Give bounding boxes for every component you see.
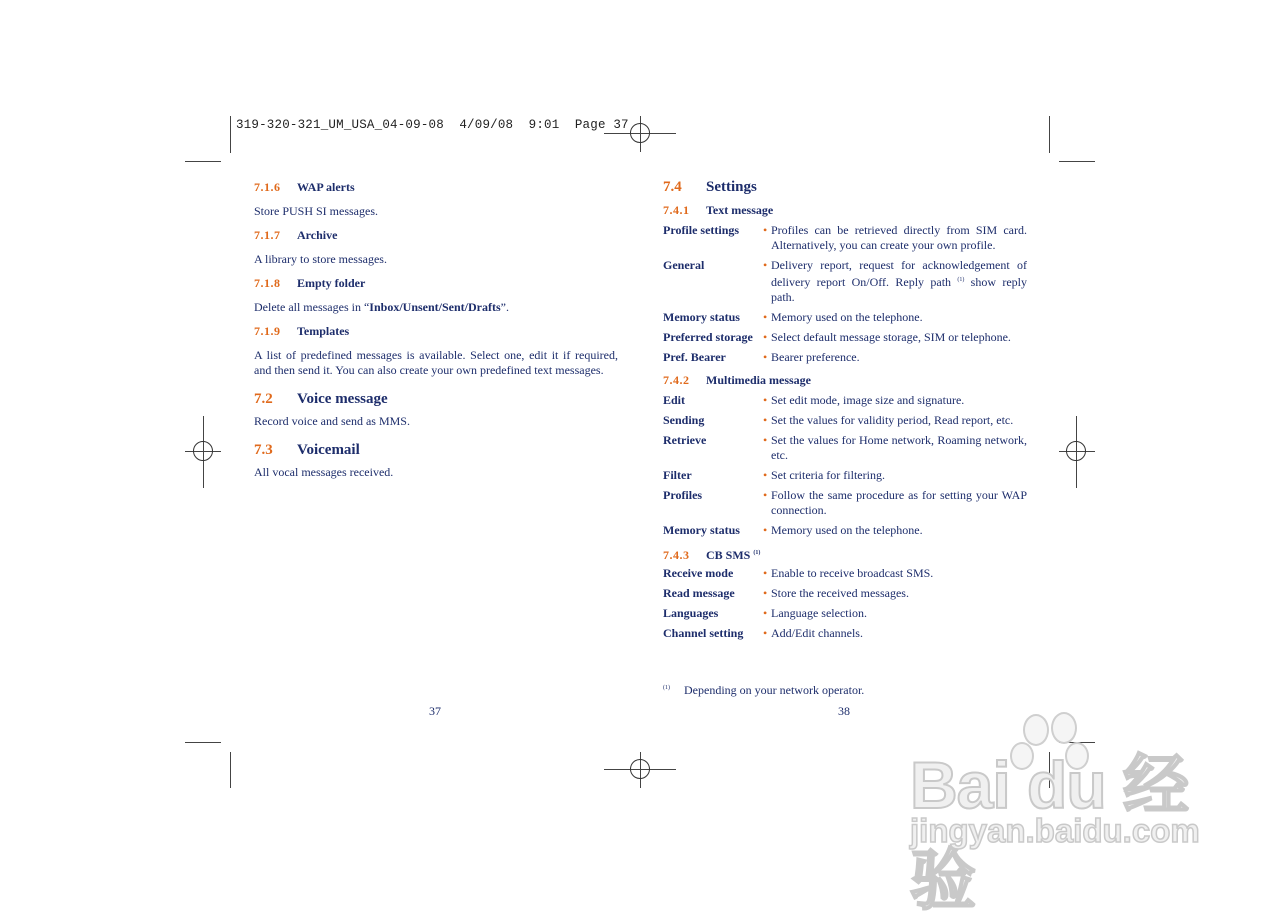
print-slug: 319-320-321_UM_USA_04-09-08 4/09/08 9:01 Page 37 — [236, 118, 629, 132]
setting-row — [663, 488, 1027, 518]
section-number: 7.2 — [254, 391, 273, 407]
setting-label: Sending — [663, 413, 705, 427]
watermark-url: jingyan.baidu.com — [910, 812, 1200, 849]
crop-mark — [1059, 161, 1095, 162]
right-page — [663, 180, 1027, 641]
setting-label: Languages — [663, 606, 719, 620]
section-title: Empty folder — [297, 276, 366, 290]
section-title: Voice message — [297, 391, 388, 407]
bullet: • — [763, 413, 768, 427]
setting-desc: Profiles can be retrieved directly from SIM card. Alternatively, you can create your own profile. — [771, 223, 1027, 252]
settings-list-text — [663, 223, 1027, 365]
section-title: Templates — [297, 324, 350, 338]
page-number-left: 37 — [429, 704, 441, 718]
setting-row — [663, 523, 1027, 538]
section-heading-7-1-7 — [254, 228, 618, 244]
crop-mark — [185, 161, 221, 162]
section-number: 7.4.2 — [663, 373, 690, 387]
bullet: • — [763, 433, 768, 447]
setting-label: Edit — [663, 393, 686, 407]
crop-mark — [185, 742, 221, 743]
crop-mark — [230, 116, 231, 153]
bullet: • — [763, 566, 768, 580]
footnote — [663, 683, 864, 698]
bullet: • — [763, 393, 768, 407]
section-title: Text message — [706, 203, 774, 217]
setting-row — [663, 223, 1027, 253]
setting-label: Profile settings — [663, 223, 740, 237]
setting-desc: Memory used on the telephone. — [771, 523, 923, 537]
setting-label: Preferred storage — [663, 330, 753, 344]
setting-label: General — [663, 258, 705, 272]
setting-desc: Bearer preference. — [771, 350, 860, 364]
setting-row — [663, 586, 1027, 601]
section-heading-7-1-6 — [254, 180, 618, 196]
bullet: • — [763, 586, 768, 600]
section-number: 7.4 — [663, 179, 682, 195]
section-title: Archive — [297, 228, 338, 242]
left-page — [254, 180, 618, 480]
setting-label: Profiles — [663, 488, 703, 502]
setting-label: Retrieve — [663, 433, 707, 447]
section-number: 7.1.9 — [254, 324, 281, 338]
setting-desc: Store the received messages. — [771, 586, 909, 600]
setting-row — [663, 310, 1027, 325]
baidu-watermark — [905, 712, 1205, 917]
section-heading-7-1-9 — [254, 324, 618, 340]
section-text: A library to store messages. — [254, 252, 387, 266]
settings-list-cb-sms — [663, 566, 1027, 641]
section-heading-7-2 — [254, 392, 618, 407]
setting-label: Receive mode — [663, 566, 734, 580]
section-number: 7.3 — [254, 442, 273, 458]
setting-label: Filter — [663, 468, 692, 482]
setting-desc: Set edit mode, image size and signature. — [771, 393, 965, 407]
section-number: 7.1.8 — [254, 276, 281, 290]
section-title: Voicemail — [297, 442, 360, 458]
section-text: Delete all messages in “Inbox/Unsent/Sent/Drafts”. — [254, 300, 509, 314]
section-heading-7-4 — [663, 180, 1027, 195]
setting-row — [663, 566, 1027, 581]
setting-label: Read message — [663, 586, 735, 600]
setting-desc: Enable to receive broadcast SMS. — [771, 566, 934, 580]
setting-desc: Add/Edit channels. — [771, 626, 863, 640]
setting-row — [663, 433, 1027, 463]
section-heading-7-3 — [254, 443, 618, 458]
section-number: 7.1.6 — [254, 180, 281, 194]
footnote-ref: (1) — [753, 550, 761, 556]
section-number: 7.1.7 — [254, 228, 281, 242]
crop-mark — [1049, 116, 1050, 153]
setting-desc: Delivery report, request for acknowledgement of delivery report On/Off. Reply path $^{(1)}$ show reply path. — [771, 258, 1027, 304]
section-text: Record voice and send as MMS. — [254, 414, 410, 428]
section-heading-7-4-1 — [663, 203, 1027, 219]
setting-row — [663, 468, 1027, 483]
bullet: • — [763, 310, 768, 324]
bullet: • — [763, 258, 768, 272]
section-number: 7.4.3 — [663, 548, 690, 562]
section-title: Settings — [706, 179, 757, 195]
setting-row — [663, 393, 1027, 408]
setting-label: Memory status — [663, 310, 740, 324]
section-title: Multimedia message — [706, 373, 811, 387]
section-heading-7-1-8 — [254, 276, 618, 292]
setting-row — [663, 330, 1027, 345]
footnote-text: Depending on your network operator. — [684, 683, 865, 697]
folder-names: Inbox/Unsent/Sent/Drafts — [369, 300, 501, 314]
setting-desc: Language selection. — [771, 606, 867, 620]
setting-row — [663, 258, 1027, 305]
bullet: • — [763, 606, 768, 620]
section-title: WAP alerts — [297, 180, 355, 194]
section-text: A list of predefined messages is available. Select one, edit it if required, and then send it. You can also create your own predefined text messages. — [254, 348, 618, 377]
setting-label: Pref. Bearer — [663, 350, 726, 364]
footnote-ref: (1) — [957, 277, 965, 283]
setting-desc: Set criteria for filtering. — [771, 468, 885, 482]
bullet: • — [763, 350, 768, 364]
watermark-logo: Bai du 经验 — [910, 748, 1189, 917]
setting-label: Channel setting — [663, 626, 744, 640]
footnote-mark: (1) — [663, 685, 670, 691]
crop-mark — [230, 752, 231, 788]
setting-label: Memory status — [663, 523, 740, 537]
section-text: Store PUSH SI messages. — [254, 204, 379, 218]
section-heading-7-4-3 — [663, 546, 1027, 562]
section-text: All vocal messages received. — [254, 465, 394, 479]
page-number-right: 38 — [838, 704, 850, 718]
setting-desc: Follow the same procedure as for setting your WAP connection. — [771, 488, 1027, 517]
setting-desc: Set the values for Home network, Roaming network, etc. — [771, 433, 1027, 462]
bullet: • — [763, 330, 768, 344]
setting-desc: Select default message storage, SIM or telephone. — [771, 330, 1011, 344]
setting-row — [663, 606, 1027, 621]
bullet: • — [763, 223, 768, 237]
setting-row — [663, 626, 1027, 641]
bullet: • — [763, 468, 768, 482]
section-title: CB SMS — [706, 548, 751, 562]
setting-row — [663, 350, 1027, 365]
bullet: • — [763, 488, 768, 502]
bullet: • — [763, 523, 768, 537]
section-heading-7-4-2 — [663, 373, 1027, 389]
setting-row — [663, 413, 1027, 428]
bullet: • — [763, 626, 768, 640]
setting-desc: Memory used on the telephone. — [771, 310, 923, 324]
settings-list-multimedia — [663, 393, 1027, 538]
setting-desc: Set the values for validity period, Read report, etc. — [771, 413, 1014, 427]
section-number: 7.4.1 — [663, 203, 690, 217]
